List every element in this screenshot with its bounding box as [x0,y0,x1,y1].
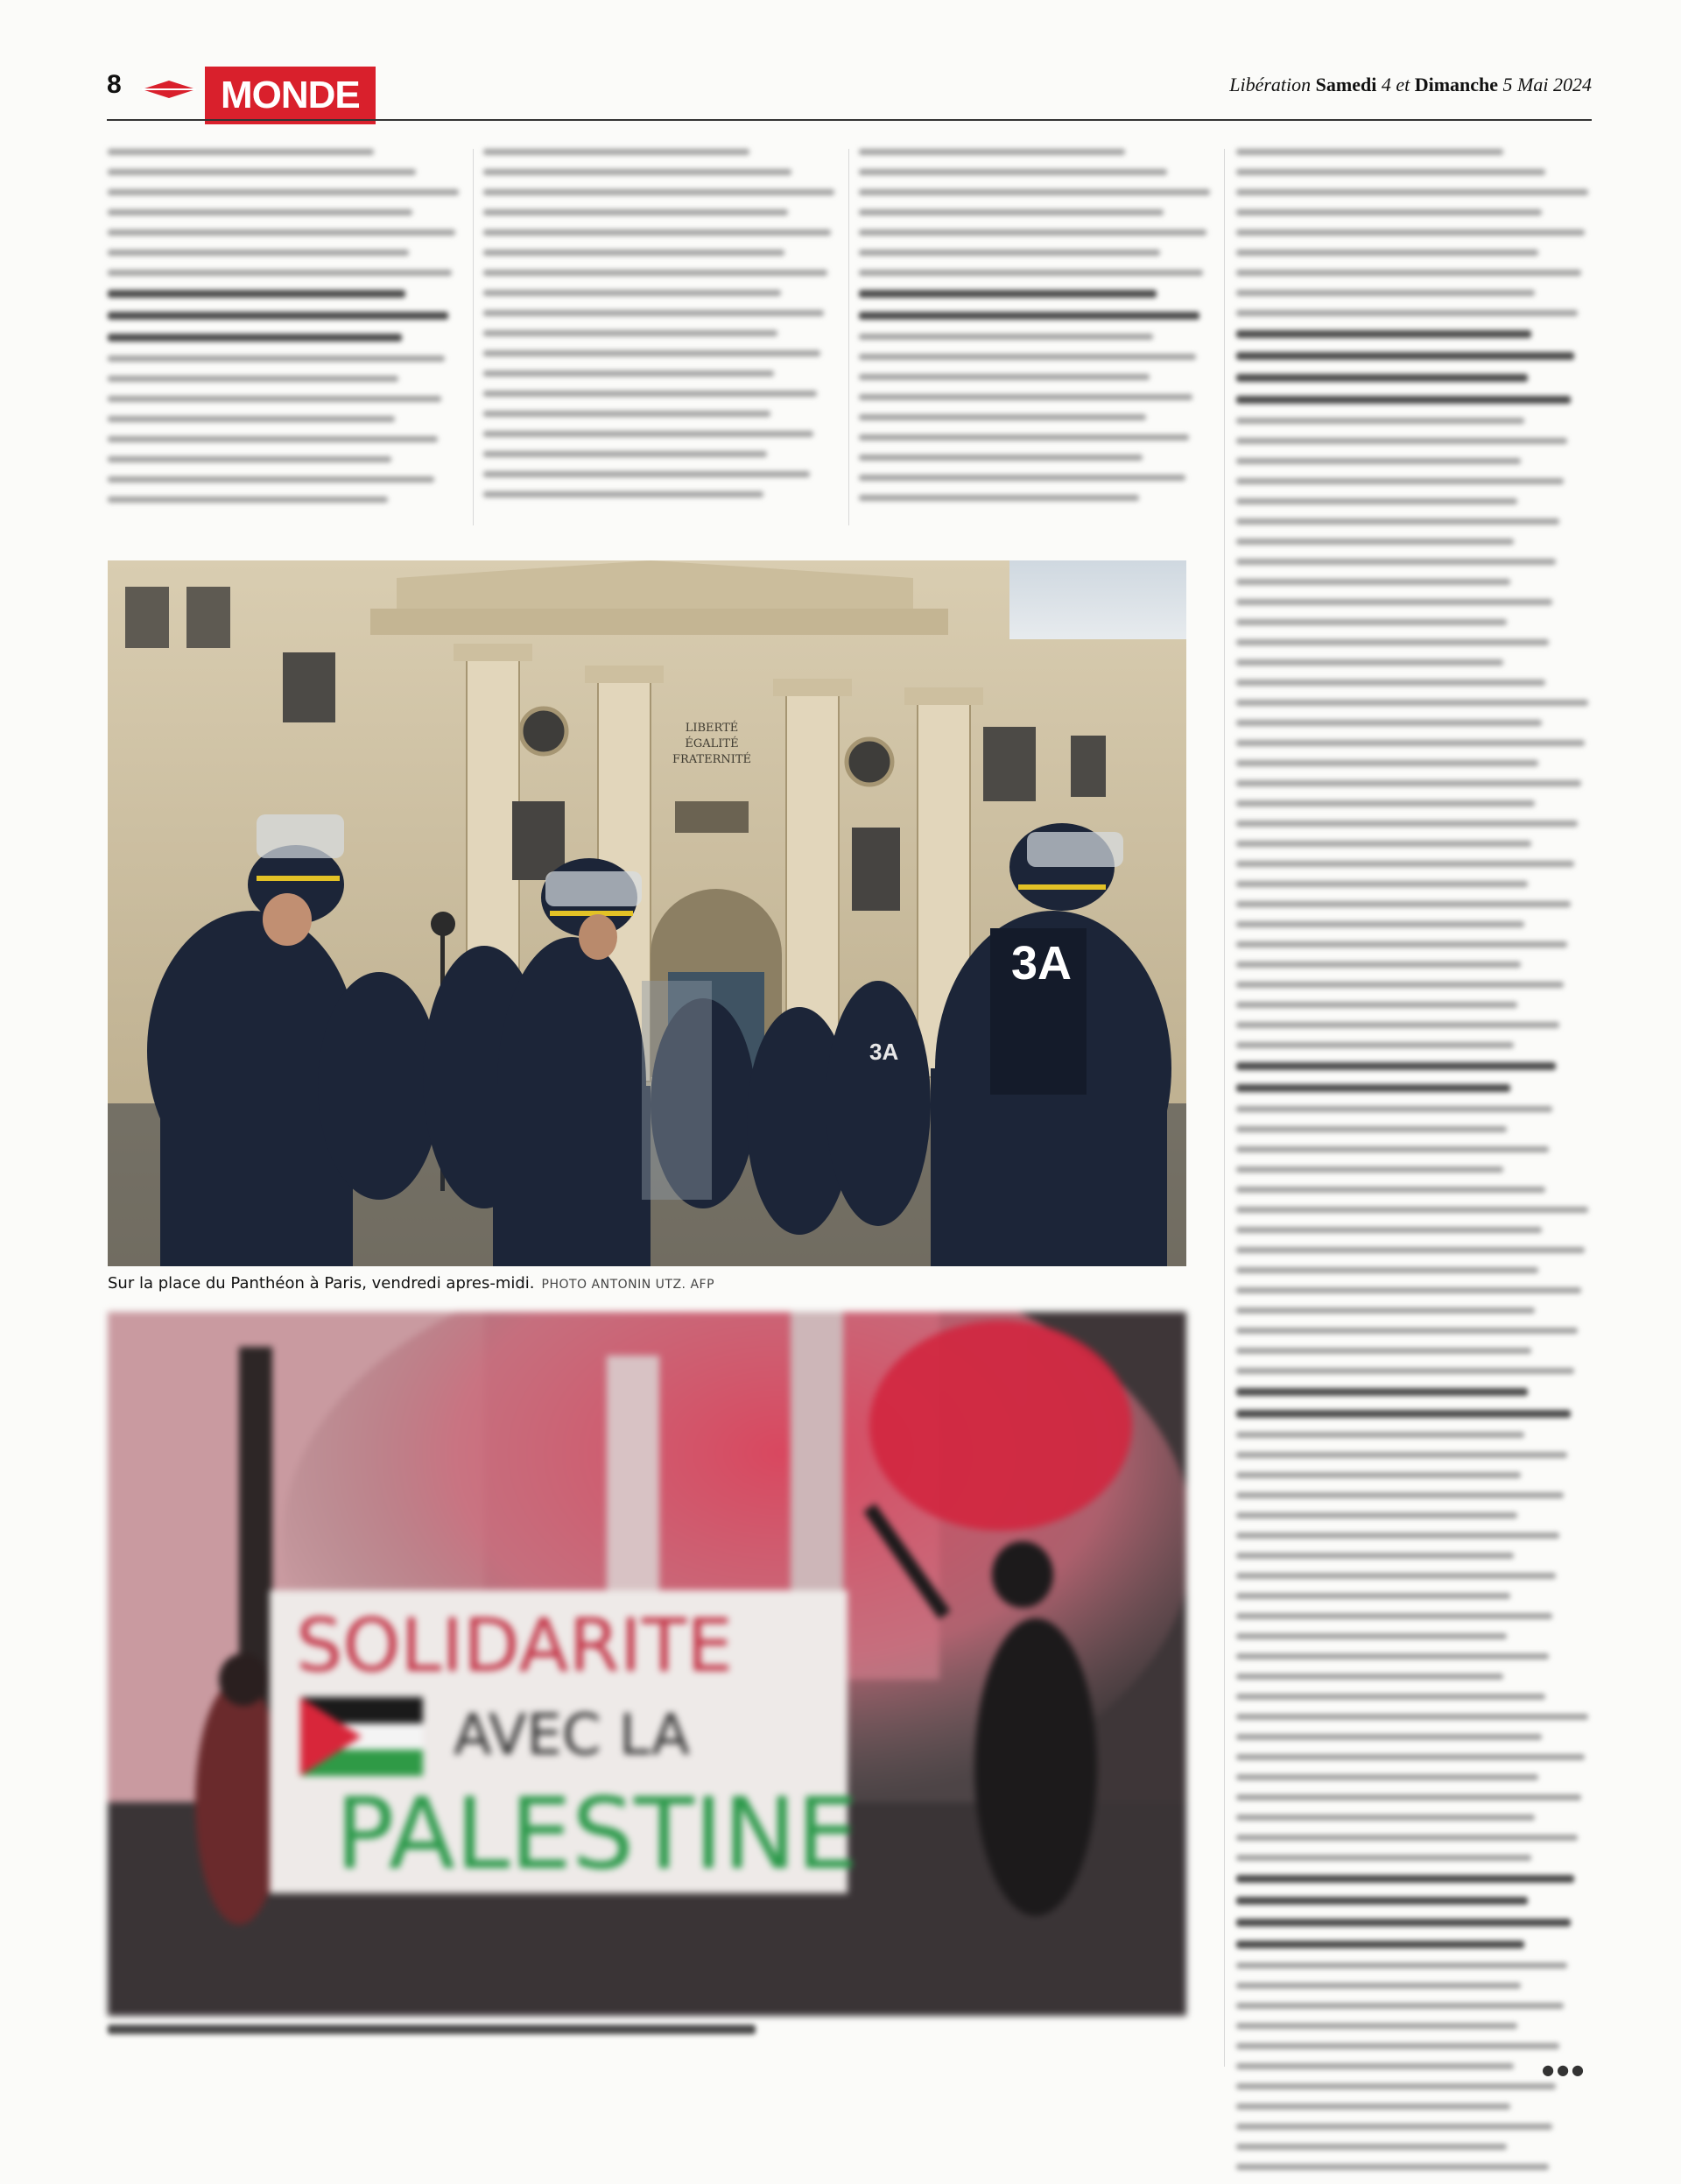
illegible-text-line [1236,619,1507,625]
illegible-text-line [108,396,441,402]
illegible-text-line [483,250,784,256]
illegible-text-line [859,290,1157,298]
illegible-text-line [1236,1166,1503,1173]
illegible-text-line [1236,780,1581,786]
illegible-text-line [1236,1754,1585,1760]
illegible-text-line [483,189,834,195]
illegible-text-line [1236,1187,1545,1193]
section-title: MONDE [221,74,360,116]
illegible-text-line [108,356,445,362]
illegible-text-line [1236,1307,1535,1314]
illegible-text-line [483,330,777,336]
illegible-text-line [1236,229,1585,236]
illegible-text-line [1236,310,1578,316]
illegible-text-line [1236,881,1528,887]
illegible-text-line [1236,518,1559,525]
illegible-text-line [483,209,788,215]
illegible-text-line [859,354,1196,360]
illegible-text-line [1236,659,1503,666]
illegible-text-line [1236,2083,1556,2089]
illegible-text-line [108,334,402,342]
illegible-text-line [859,374,1150,380]
illegible-text-line [1236,1532,1559,1539]
photo-caption [108,1274,714,1293]
illegible-text-line [1236,2063,1514,2069]
illegible-text-line [859,250,1160,256]
illegible-text-line [1236,418,1524,424]
illegible-text-line [859,434,1189,440]
date-num1: 4 [1381,74,1391,95]
illegible-text-line [1236,800,1535,807]
illegible-text-line [1236,330,1531,338]
illegible-text-line [1236,700,1588,706]
photo-credit: PHOTO ANTONIN UTZ. AFP [541,1278,715,1292]
illegible-text-line [1236,1472,1521,1478]
photo-police-pantheon [108,560,1186,1266]
illegible-text-line [859,149,1125,155]
photo-police-illustration [108,560,1186,1266]
illegible-text-line [1236,1207,1588,1213]
illegible-text-line [1236,396,1571,404]
illegible-text-line [1236,982,1564,988]
illegible-text-line [1236,1774,1538,1780]
illegible-text-line [1236,1794,1581,1800]
motto-line-1: LIBERTÉ [685,722,739,735]
illegible-text-line [108,209,412,215]
illegible-text-line [1236,1002,1517,1008]
illegible-text-line [1236,1553,1514,1559]
date-month-year: Mai 2024 [1517,74,1592,95]
illegible-text-line [483,310,824,316]
illegible-text-line [1236,1368,1574,1374]
illegible-text-line [1236,1348,1531,1354]
illegible-text-line [859,414,1146,420]
illegible-text-line [1236,498,1517,504]
illegible-text-line [1236,680,1545,686]
illegible-text-line [1236,1633,1507,1639]
illegible-text-line [483,149,749,155]
illegible-text-line [859,495,1139,501]
illegible-text-line [1236,639,1549,645]
illegible-text-line [1236,290,1535,296]
illegible-text-line [1236,2003,1564,2009]
illegible-text-line [1236,189,1588,195]
date-num2: 5 [1502,74,1513,95]
illegible-text-line [108,189,459,195]
illegible-text-line [859,454,1143,461]
illegible-text-line [108,476,434,483]
illegible-text-line [1236,740,1585,746]
illegible-text-line [483,169,791,175]
illegible-text-line [108,497,388,503]
paper-name: Libération [1229,74,1312,95]
illegible-text-line [1236,1919,1571,1927]
helmet-marking-2: 3A [869,1039,899,1065]
banner-line-1: SOLIDARITE [296,1603,734,1688]
article-column-2 [483,149,838,511]
illegible-text-line [1236,2144,1507,2150]
illegible-text-line [1236,861,1574,867]
illegible-text-line [1236,250,1538,256]
banner-line-2: AVEC LA [454,1703,690,1768]
illegible-text-line [108,229,455,236]
illegible-text-line [1236,209,1542,215]
column-divider [848,149,849,525]
illegible-text-line [1236,1062,1556,1070]
illegible-text-line [1236,2103,1510,2110]
illegible-text-line [1236,1855,1531,1861]
illegible-text-line [483,451,767,457]
illegible-text-line [483,491,763,497]
illegible-text-line [1236,941,1567,948]
illegible-text-line [1236,821,1578,827]
illegible-text-line [1236,1247,1585,1253]
illegible-text-line [108,270,452,276]
illegible-text-line [483,270,827,276]
illegible-text-line [1236,1042,1514,1048]
illegible-text-line [1236,1106,1552,1112]
photo-solidarity-banner [108,1312,1186,2016]
illegible-text-line [1236,1593,1510,1599]
illegible-text-line [483,471,810,477]
page-header [107,65,1592,119]
illegible-text-line [1236,1653,1549,1659]
illegible-text-line [1236,1022,1559,1028]
illegible-text-line [1236,962,1521,968]
section-label [205,67,376,124]
article-column-4 [1236,149,1592,2184]
illegible-text-line [483,350,820,356]
illegible-text-line [108,149,374,155]
illegible-text-line [1236,352,1574,360]
helmet-marking: 3A [1011,937,1073,990]
illegible-text-line [1236,478,1564,484]
illegible-text-line [483,411,770,417]
illegible-text-line [1236,1673,1503,1680]
illegible-text-line [1236,760,1538,766]
motto-line-2: ÉGALITÉ [685,737,739,750]
illegible-text-line [1236,901,1571,907]
illegible-text-line [1236,1432,1524,1438]
illegible-text-line [1236,1734,1542,1740]
article-end-mark: ●●● [1542,2061,1586,2078]
illegible-text-line [1236,720,1542,726]
illegible-text-line [483,431,813,437]
illegible-text-line [1236,1962,1567,1969]
illegible-text-line [1236,1410,1571,1418]
illegible-text-line [859,394,1192,400]
page-number: 8 [107,70,122,99]
illegible-text-line [1236,1897,1528,1905]
illegible-text-line [108,250,409,256]
illegible-text-line [1236,1835,1578,1841]
illegible-text-line [859,229,1206,236]
illegible-text-line [1236,841,1531,847]
illegible-text-line [1236,1492,1564,1498]
dateline [1229,74,1592,96]
illegible-text-line [108,169,416,175]
illegible-text-line [1236,1084,1510,1092]
illegible-text-line [1236,1875,1574,1883]
illegible-text-line [1236,458,1521,464]
illegible-text-line [1236,1287,1581,1293]
illegible-text-line [859,209,1164,215]
illegible-text-line [483,370,774,377]
column-divider [473,149,474,525]
illegible-text-line [108,376,398,382]
motto-line-3: FRATERNITÉ [672,753,752,766]
illegible-text-line [108,290,405,298]
illegible-text-line [108,416,395,422]
illegible-text-line [1236,539,1514,545]
illegible-text-line [1236,1613,1552,1619]
illegible-text-line [483,229,831,236]
illegible-text-line [859,270,1203,276]
illegible-text-line [1236,1714,1588,1720]
illegible-text-line [1236,1126,1507,1132]
illegible-text-line [1236,374,1528,382]
illegible-text-line [1236,1814,1535,1821]
illegible-text-line [1236,921,1524,927]
illegible-text-line [1236,1694,1545,1700]
illegible-text-line [1236,1146,1549,1152]
illegible-text-line [1236,149,1503,155]
banner-line-3: PALESTINE [335,1778,859,1892]
illegible-text-line [1236,2164,1549,2170]
illegible-text-line [1236,438,1567,444]
column-divider [1224,149,1225,2067]
section-diamond-icon [142,81,196,98]
photo-banner-illustration [108,1312,1186,2016]
illegible-text-line [1236,2023,1517,2029]
illegible-text-line [859,334,1153,340]
illegible-text-line [108,436,438,442]
illegible-text-line [1236,1452,1567,1458]
article-column-1 [108,149,462,517]
caption-text: Sur la place du Panthéon à Paris, vendredi apres-midi. [108,1274,535,1293]
illegible-text-line [1236,1983,1521,1989]
illegible-text-line [859,475,1185,481]
illegible-text-line [1236,1388,1528,1396]
illegible-text-line [1236,599,1552,605]
illegible-text-line [1236,1227,1542,1233]
photo-caption-blurred [108,2025,1071,2048]
illegible-text-line [1236,1941,1524,1948]
date-day2: Dimanche [1414,74,1499,95]
illegible-text-line [1236,1328,1578,1334]
date-day1: Samedi [1315,74,1377,95]
illegible-text-line [859,189,1210,195]
illegible-text-line [859,312,1199,320]
illegible-text-line [1236,1512,1517,1518]
illegible-text-line [1236,270,1581,276]
illegible-text-line [483,290,781,296]
article-column-3 [859,149,1213,515]
illegible-text-line [483,391,817,397]
header-rule [107,119,1592,121]
illegible-text-line [1236,169,1545,175]
illegible-text-line [108,456,391,462]
illegible-text-line [108,312,448,320]
date-conj: et [1396,74,1410,95]
illegible-text-line [1236,559,1556,565]
illegible-text-line [1236,1573,1556,1579]
illegible-text-line [1236,2124,1552,2130]
illegible-text-line [1236,2043,1559,2049]
illegible-text-line [1236,579,1510,585]
illegible-text-line [859,169,1167,175]
illegible-text-line [1236,1267,1538,1273]
